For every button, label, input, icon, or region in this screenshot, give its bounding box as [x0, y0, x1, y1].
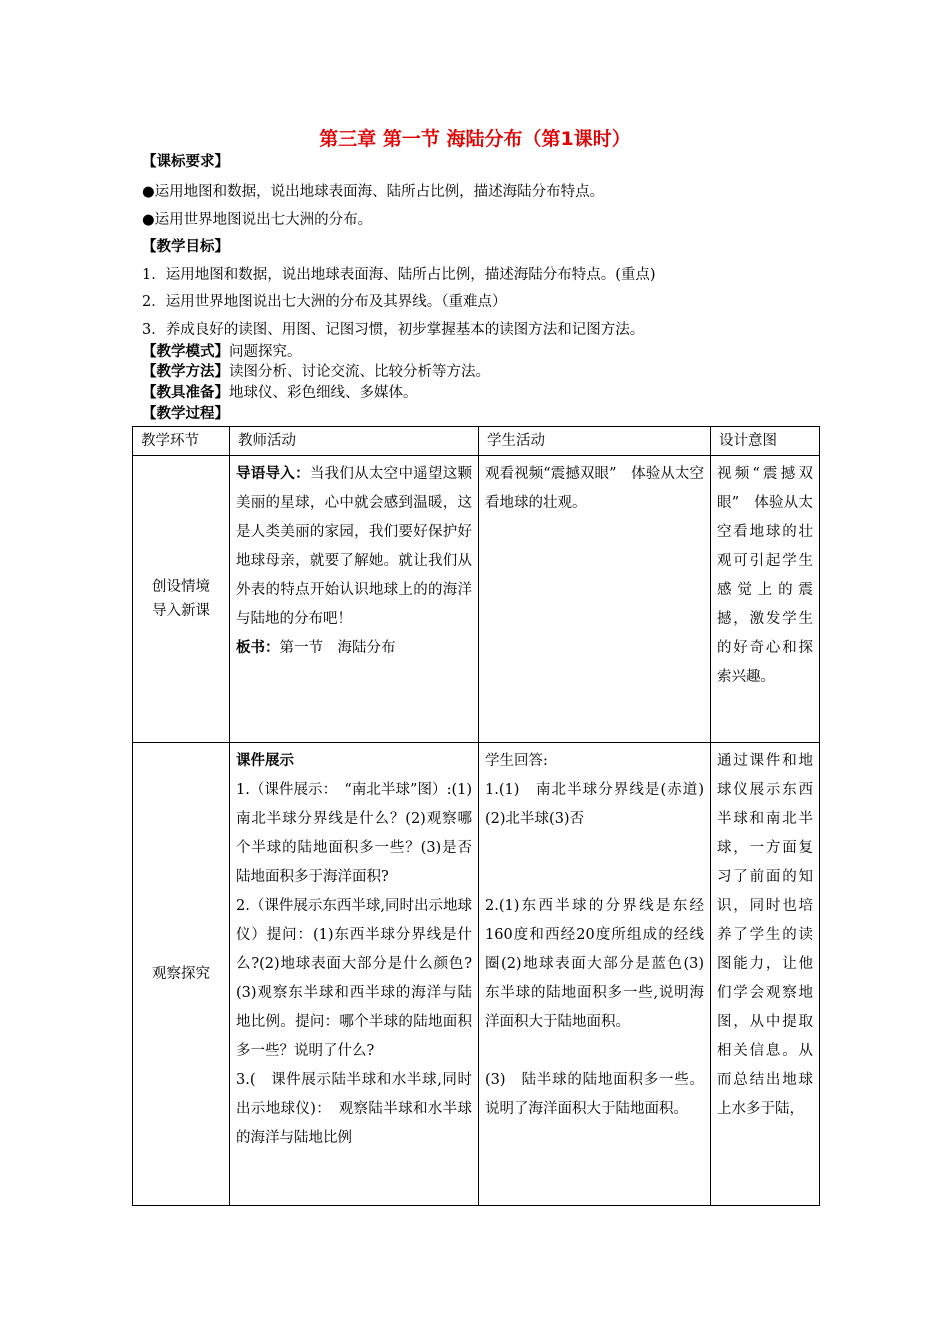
kbyq-item-1: ●运用地图和数据，说出地球表面海、陆所占比例，描述海陆分布特点。	[142, 184, 605, 200]
student-answer-3: (3) 陆半球的陆地面积多一些。说明了海洋面积大于陆地面积。	[485, 1072, 704, 1117]
student-answer-1: 1.(1) 南北半球分界线是(赤道)(2)北半球(3)否	[485, 782, 704, 827]
section-heading-kbyq: 【课标要求】	[142, 154, 229, 170]
board-text: 第一节 海陆分布	[279, 640, 396, 656]
stage-label-line2: 导入新课	[152, 603, 210, 619]
student-activity-cell	[479, 743, 719, 1206]
tools-label: 【教具准备】	[142, 385, 229, 401]
header-stage: 教学环节	[133, 427, 230, 456]
teacher-question-2: 2.（课件展示东西半球,同时出示地球仪）提问：(1)东西半球分界线是什么?(2)地球表面大部分是什么颜色?(3)观察东半球和西半球的海洋与陆地比例。提问：哪个半球的陆地面积多一些？说明了什么?	[236, 898, 472, 1059]
table-header-row	[133, 427, 820, 456]
courseware-heading: 课件展示	[236, 753, 294, 769]
student-answer-2: 2.(1)东西半球的分界线是东经160度和西经20度所组成的经线圈(2)地球表面大部分是蓝色(3) 东半球的陆地面积多一些,说明海洋面积大于陆地面积。	[485, 898, 719, 1030]
table-row	[133, 743, 820, 1206]
page-title: 第三章 第一节 海陆分布（第1课时）	[319, 128, 631, 150]
header-student: 学生活动	[479, 427, 711, 456]
header-intent: 设计意图	[711, 427, 820, 456]
intro-text: 当我们从太空中遥望这颗美丽的星球，心中就会感到温暖，这是人类美丽的家园，我们要好保护好地球母亲，就要了解她。就让我们从外表的特点开始认识地球上的的海洋与陆地的分布吧！	[236, 466, 473, 627]
tools-line	[142, 383, 418, 403]
goal-item-2: 2．运用世界地图说出七大洲的分布及其界线。（重难点）	[142, 294, 507, 310]
kbyq-item-2: ●运用世界地图说出七大洲的分布。	[142, 212, 373, 228]
teaching-process-table	[132, 426, 820, 1206]
method-label: 【教学方法】	[142, 364, 229, 380]
mode-line	[142, 342, 302, 362]
teacher-activity-cell	[230, 743, 487, 1206]
stage-label-line1: 创设情境	[152, 579, 210, 595]
method-line	[142, 362, 490, 382]
stage-cell	[133, 456, 230, 743]
stage-cell: 观察探究	[133, 743, 230, 1206]
header-teacher: 教师活动	[230, 427, 479, 456]
student-answer-heading: 学生回答:	[485, 753, 548, 769]
mode-label: 【教学模式】	[142, 344, 229, 360]
tools-text: 地球仪、彩色细线、多媒体。	[229, 385, 418, 401]
table-row	[133, 456, 820, 743]
teacher-activity-cell	[230, 456, 479, 743]
intro-label: 导语导入：	[236, 466, 310, 482]
teacher-question-1: 1.（课件展示： “南北半球”图）:(1) 南北半球分界线是什么？(2)观察哪个半球的陆地面积多一些？(3)是否陆地面积多于海洋面积?	[236, 782, 487, 885]
board-label: 板书：	[236, 640, 280, 656]
design-intent-cell: 视频“震撼双眼” 体验从太空看地球的壮观可引起学生感觉上的震撼，激发学生的好奇心和探索兴趣。	[711, 456, 820, 743]
section-heading-goals: 【教学目标】	[142, 239, 229, 255]
teacher-question-3: 3.( 课件展示陆半球和水半球,同时出示地球仪)： 观察陆半球和水半球的海洋与陆地比例	[236, 1072, 472, 1146]
mode-text: 问题探究。	[229, 344, 302, 360]
goal-item-1: 1．运用地图和数据，说出地球表面海、陆所占比例，描述海陆分布特点。(重点)	[142, 267, 656, 283]
design-intent-cell: 通过课件和地球仪展示东西半球和南北半球，一方面复习了前面的知识，同时也培养了学生的读图能力，让他们学会观察地图，从中提取相关信息。从而总结出地球上水多于陆，	[711, 743, 820, 1206]
student-activity-cell: 观看视频“震撼双眼” 体验从太空看地球的壮观。	[479, 456, 711, 743]
goal-item-3: 3．养成良好的读图、用图、记图习惯，初步掌握基本的读图方法和记图方法。	[142, 322, 645, 338]
section-heading-process: 【教学过程】	[142, 406, 229, 422]
method-text: 读图分析、讨论交流、比较分析等方法。	[229, 364, 490, 380]
